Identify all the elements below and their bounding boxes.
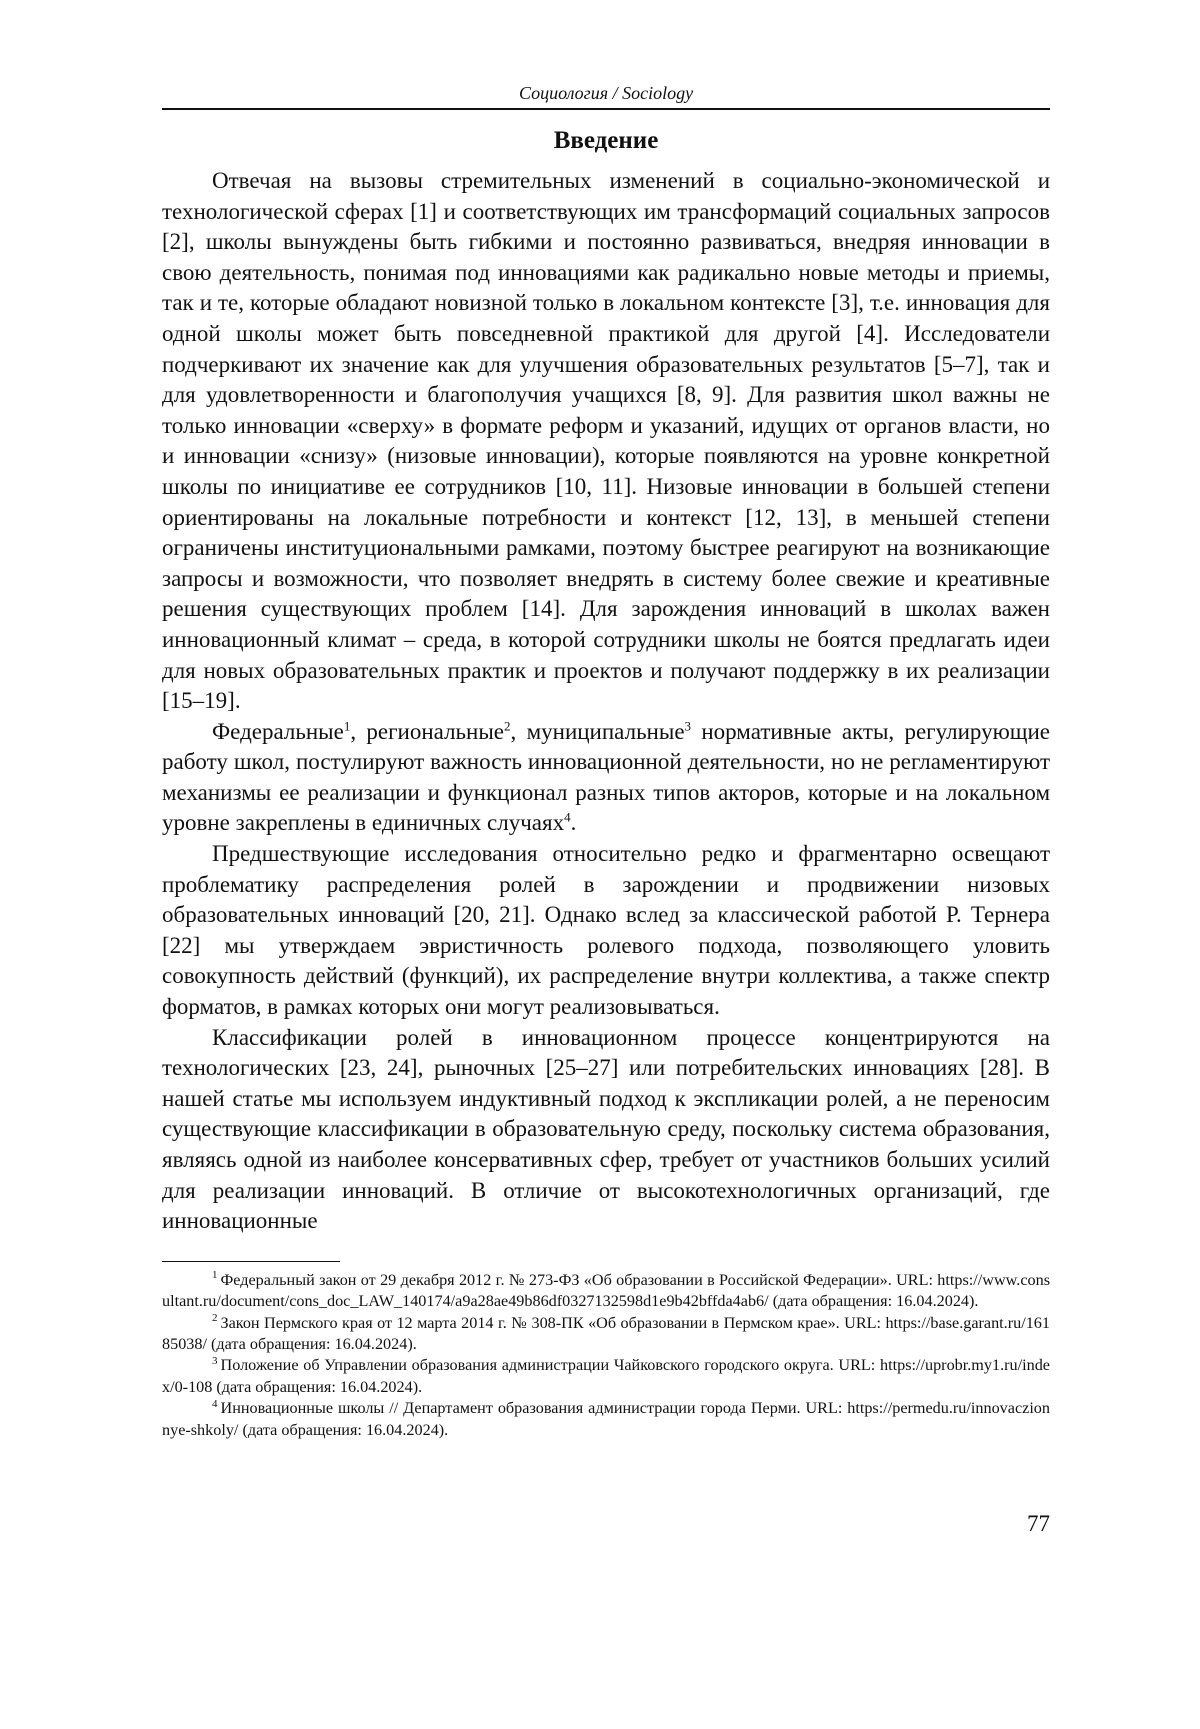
footnote-text: Закон Пермского края от 12 марта 2014 г. № 308-ПК «Об образовании в Пермском крае». URL: https://base.garant.ru/16185038/ (дата обращения: 16.04.2024).	[162, 1313, 1050, 1353]
paragraph-2-text-a: Федеральные	[212, 718, 344, 744]
footnote-mark: 3	[212, 1355, 218, 1368]
paragraph-1: Отвечая на вызовы стремительных изменений в социально-экономической и технологической сферах [1] и соответствующих им трансформаций социальных запросов [2], школы вынуждены быть гибкими и постоянно развиваться, внедряя инновации в свою деятельность, понимая под инновациями как радикально новые методы и приемы, так и те, которые обладают новизной только в локальном контексте [3], т.е. инновация для одной школы может быть повседневной практикой для другой [4]. Исследователи подчеркивают их значение как для улучшения образовательных результатов [5–7], так и для удовлетворенности и благополучия учащихся [8, 9]. Для развития школ важны не только инновации «сверху» в формате реформ и указаний, идущих от органов власти, но и инновации «снизу» (низовые инновации), которые появляются на уровне конкретной школы по инициативе ее сотрудников [10, 11]. Низовые инновации в большей степени ориентированы на локальные потребности и контекст [12, 13], в меньшей степени ограничены институциональными рамками, поэтому быстрее реагируют на возникающие запросы и возможности, что позволяет внедрять в систему более свежие и креативные решения существующих проблем [14]. Для зарождения инноваций в школах важен инновационный климат – среда, в которой сотрудники школы не боятся предлагать идеи для новых образовательных практик и проектов и получают поддержку в их реализации [15–19].	[162, 168, 1050, 714]
footnote-4	[162, 1398, 1050, 1441]
article-page	[162, 82, 1050, 1441]
body-text	[162, 166, 1050, 1237]
footnote-text: Федеральный закон от 29 декабря 2012 г. № 273-ФЗ «Об образовании в Российской Федерации». URL: https://www.consultant.ru/document/cons_doc_LAW_140174/a9a28ae49b86df0327132598d1e9b42bffda4ab6/ (дата обращения: 16.04.2024).	[162, 1270, 1050, 1311]
footnote-ref-4[interactable]: 4	[564, 809, 571, 825]
paragraph-2	[162, 717, 1050, 839]
footnote-1	[162, 1270, 1050, 1313]
footnote-2	[162, 1313, 1050, 1356]
paragraph-2-text-d: нормативные акты, регулирующие работу школ, постулируют важность инновационной деятельности, но не регламентируют механизмы ее реализации и функционал разных типов акторов, которые и на локальном уровне закреплены в единичных случаях	[162, 718, 1050, 836]
footnote-ref-1[interactable]: 1	[343, 718, 351, 734]
paragraph-2-text-c: , муниципальные	[510, 718, 685, 744]
paragraph-4: Классификации ролей в инновационном процессе концентрируются на технологических [23, 24], рыночных [25–27] или потребительских инновациях [28]. В нашей статье мы используем индуктивный подход к экспликации ролей, а не переносим существующие классификации в образовательную среду, поскольку система образования, являясь одной из наиболее консервативных сфер, требует от участников больших усилий для реализации инноваций. В отличие от высокотехнологичных организаций, где инновационные	[162, 1024, 1050, 1234]
page-number: 77	[1027, 1511, 1050, 1536]
footnote-text: Инновационные школы // Департамент образования администрации города Перми. URL: https://permedu.ru/innovaczionnye-shkoly/ (дата обращения: 16.04.2024).	[162, 1399, 1050, 1439]
footnote-mark: 1	[212, 1269, 218, 1282]
footnote-mark: 4	[212, 1397, 218, 1410]
footnotes	[162, 1270, 1050, 1441]
footnote-text: Положение об Управлении образования администрации Чайковского городского округа. URL: https://uprobr.my1.ru/index/0-108 (дата обращения: 16.04.2024).	[162, 1356, 1050, 1396]
paragraph-2-text-b: , региональные	[350, 718, 505, 744]
paragraph-2-text-e: .	[570, 810, 577, 836]
footnote-3	[162, 1355, 1050, 1398]
footnote-mark: 2	[212, 1312, 218, 1325]
running-head: Социология / Sociology	[162, 82, 1050, 110]
section-title: Введение	[553, 127, 659, 154]
footnote-ref-3[interactable]: 3	[684, 718, 692, 734]
footnote-divider	[162, 1261, 340, 1262]
footnote-ref-2[interactable]: 2	[504, 718, 511, 734]
paragraph-3: Предшествующие исследования относительно редко и фрагментарно освещают проблематику распределения ролей в зарождении и продвижении низовых образовательных инноваций [20, 21]. Однако вслед за классической работой Р. Тернера [22] мы утверждаем эвристичность ролевого подхода, позволяющего уловить совокупность действий (функций), их распределение внутри коллектива, а также спектр форматов, в рамках которых они могут реализовываться.	[162, 841, 1050, 1020]
